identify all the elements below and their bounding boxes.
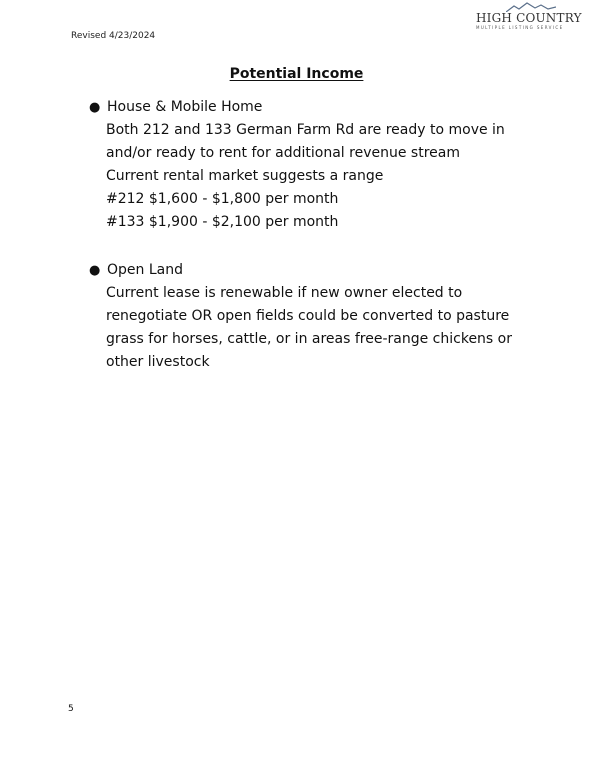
- logo-name: HIGH COUNTRY: [476, 11, 582, 25]
- body-line: #212 $1,600 - $1,800 per month: [106, 191, 339, 207]
- section-heading: House & Mobile Home: [107, 99, 263, 115]
- section-body: [106, 282, 512, 374]
- body-line: #133 $1,900 - $2,100 per month: [106, 214, 339, 230]
- section-heading: Open Land: [107, 262, 183, 278]
- revised-date: Revised 4/23/2024: [71, 31, 156, 41]
- page-title: Potential Income: [229, 66, 364, 82]
- bullet-icon: ●: [89, 100, 101, 115]
- body-line: Both 212 and 133 German Farm Rd are ready to move in: [106, 122, 505, 138]
- body-line: and/or ready to rent for additional revenue stream: [106, 145, 460, 161]
- logo-subtitle: MULTIPLE LISTING SERVICE: [476, 25, 564, 30]
- body-line: grass for horses, cattle, or in areas free-range chickens or: [106, 331, 512, 347]
- high-country-logo: [468, 2, 592, 32]
- body-line: other livestock: [106, 354, 210, 370]
- section-body: [106, 119, 505, 234]
- page-number: 5: [68, 704, 74, 714]
- body-line: renegotiate OR open fields could be converted to pasture: [106, 308, 510, 324]
- body-line: Current lease is renewable if new owner elected to: [106, 285, 463, 301]
- body-line: Current rental market suggests a range: [106, 168, 384, 184]
- bullet-icon: ●: [89, 263, 101, 278]
